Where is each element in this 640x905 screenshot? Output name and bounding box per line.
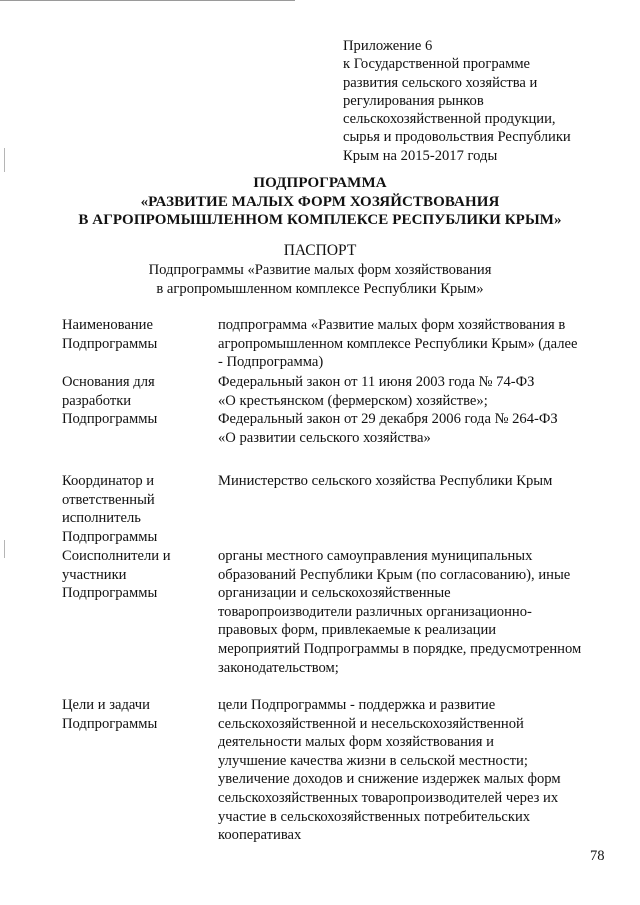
value-line: улучшение качества жизни в сельской местности; bbox=[218, 752, 528, 769]
value-line: увеличение доходов и снижение издержек малых форм bbox=[218, 771, 561, 788]
title-line: ПОДПРОГРАММА bbox=[253, 175, 387, 191]
row-value bbox=[218, 547, 618, 677]
value-line: товаропроизводители различных организационно- bbox=[218, 603, 532, 620]
appendix-line: Приложение 6 bbox=[343, 38, 433, 54]
label-line: разработки bbox=[62, 392, 132, 409]
value-line: Федеральный закон от 11 июня 2003 года № 74-ФЗ bbox=[218, 374, 535, 390]
value-line: деятельности малых форм хозяйствования и bbox=[218, 734, 494, 751]
label-line: участники bbox=[62, 566, 127, 583]
row-value bbox=[218, 472, 618, 491]
label-line: исполнитель bbox=[62, 510, 141, 527]
label-line: Подпрограммы bbox=[62, 411, 158, 428]
value-line: сельскохозяйственной и несельскохозяйственной bbox=[218, 715, 524, 732]
row-label bbox=[62, 696, 212, 733]
label-line: Основания для bbox=[62, 374, 155, 390]
row-label bbox=[62, 472, 212, 546]
passport-heading: ПАСПОРТ bbox=[283, 242, 357, 259]
value-line: кооперативах bbox=[218, 827, 302, 844]
value-line: участие в сельскохозяйственных потребительских bbox=[218, 808, 531, 825]
value-line: подпрограмма «Развитие малых форм хозяйствования в bbox=[218, 317, 566, 333]
row-label bbox=[62, 373, 212, 429]
appendix-line: сельскохозяйственной продукции, bbox=[343, 111, 556, 128]
row-value bbox=[218, 316, 618, 372]
row-value bbox=[218, 373, 618, 447]
passport-subtitle-line: Подпрограммы «Развитие малых форм хозяйствования bbox=[148, 262, 492, 278]
title-line: В АГРОПРОМЫШЛЕННОМ КОМПЛЕКСЕ РЕСПУБЛИКИ КРЫМ» bbox=[78, 212, 562, 229]
value-line: Федеральный закон от 29 декабря 2006 года № 264-ФЗ bbox=[218, 411, 558, 428]
value-line: органы местного самоуправления муниципальных bbox=[218, 548, 533, 564]
label-line: Подпрограммы bbox=[62, 585, 158, 602]
label-line: Подпрограммы bbox=[62, 715, 158, 732]
passport-subtitle-line: в агропромышленном комплексе Республики Крым» bbox=[156, 280, 484, 297]
value-line: - Подпрограмма) bbox=[218, 354, 324, 371]
row-value bbox=[218, 696, 618, 845]
page-number: 78 bbox=[590, 848, 605, 864]
value-line: агропромышленном комплексе Республики Крым» (далее bbox=[218, 335, 578, 352]
value-line: образований Республики Крым (по согласованию), иные bbox=[218, 566, 571, 583]
appendix-line: развития сельского хозяйства и bbox=[343, 74, 538, 91]
top-rule bbox=[0, 0, 295, 1]
appendix-line: регулирования рынков bbox=[343, 92, 484, 109]
passport-subtitle bbox=[0, 261, 640, 298]
title-line: «РАЗВИТИЕ МАЛЫХ ФОРМ ХОЗЯЙСТВОВАНИЯ bbox=[140, 193, 500, 210]
value-line: цели Подпрограммы - поддержка и развитие bbox=[218, 697, 496, 713]
appendix-note bbox=[343, 37, 633, 165]
value-line: Министерство сельского хозяйства Республики Крым bbox=[218, 473, 553, 489]
value-line: законодательством; bbox=[218, 659, 339, 676]
value-line: организации и сельскохозяйственные bbox=[218, 585, 451, 602]
label-line: ответственный bbox=[62, 491, 155, 508]
appendix-line: Крым на 2015-2017 годы bbox=[343, 147, 498, 164]
label-line: Соисполнители и bbox=[62, 548, 171, 564]
row-label bbox=[62, 316, 212, 353]
value-line: мероприятий Подпрограммы в порядке, предусмотренном bbox=[218, 640, 582, 657]
appendix-line: сырья и продовольствия Республики bbox=[343, 129, 571, 146]
label-line: Координатор и bbox=[62, 473, 155, 489]
value-line: «О развитии сельского хозяйства» bbox=[218, 429, 431, 446]
label-line: Подпрограммы bbox=[62, 335, 158, 352]
label-line: Подпрограммы bbox=[62, 528, 158, 545]
scan-mark bbox=[4, 148, 5, 172]
value-line: правовых форм, привлекаемые к реализации bbox=[218, 622, 497, 639]
value-line: сельскохозяйственных товаропроизводителей через их bbox=[218, 789, 559, 806]
scan-mark bbox=[4, 540, 5, 558]
appendix-line: к Государственной программе bbox=[343, 56, 531, 73]
row-label bbox=[62, 547, 212, 603]
label-line: Наименование bbox=[62, 317, 153, 333]
label-line: Цели и задачи bbox=[62, 697, 150, 713]
subprogram-title bbox=[0, 174, 640, 230]
value-line: «О крестьянском (фермерском) хозяйстве»; bbox=[218, 392, 488, 409]
